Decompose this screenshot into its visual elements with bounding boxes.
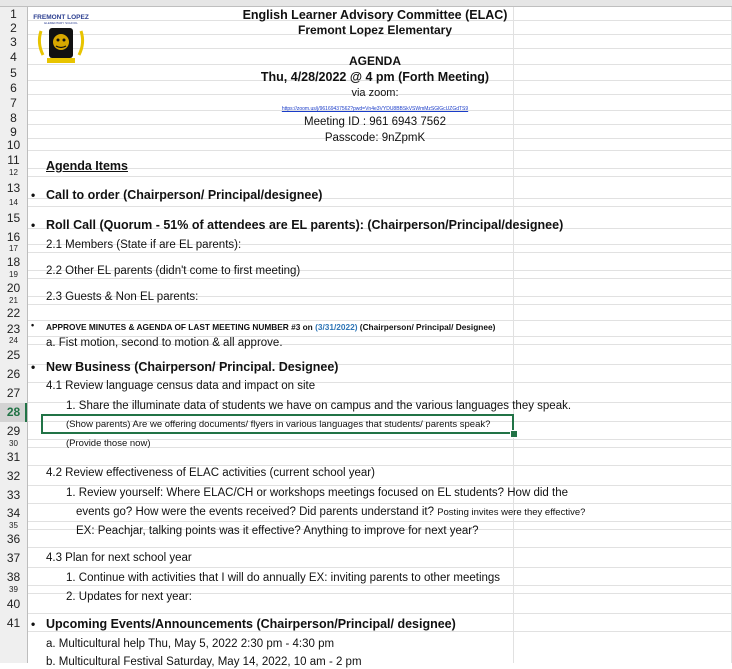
row-number[interactable]: 35 <box>9 521 18 530</box>
row-number[interactable]: 21 <box>9 296 18 305</box>
meeting-id: Meeting ID : 961 6943 7562 <box>304 116 446 128</box>
row-number[interactable]: 2 <box>10 21 17 35</box>
row-number[interactable]: 14 <box>9 198 18 207</box>
school-logo <box>33 13 89 67</box>
bullet-icon: • <box>31 320 35 330</box>
item-show-parents[interactable]: (Show parents) Are we offering documents/ flyers in various languages that students/ parents speak? <box>66 419 491 430</box>
meeting-date: Thu, 4/28/2022 @ 4 pm (Forth Meeting) <box>260 70 490 84</box>
item-review-yourself: 1. Review yourself: Where ELAC/CH or workshops meetings focused on EL students? How did the <box>66 487 568 499</box>
row-gridline <box>28 150 732 151</box>
row-gridline <box>28 567 732 568</box>
item-members: 2.1 Members (State if are EL parents): <box>46 239 242 251</box>
via-zoom-label: via zoom: <box>351 87 399 99</box>
zoom-link[interactable]: https://zoom.us/j/96169437562?pwd=Vn4e3VYDU8BBSkVSWmMzSGlGcUZGdTS9 <box>281 106 469 112</box>
bullet-icon: • <box>31 188 36 202</box>
row-number[interactable]: 20 <box>6 281 21 295</box>
row-number[interactable]: 33 <box>6 488 21 502</box>
approve-minutes-date: (3/31/2022) <box>315 322 358 332</box>
row-number[interactable]: 27 <box>6 386 21 400</box>
row-number[interactable]: 26 <box>6 367 21 381</box>
events-go-text: events go? How were the events received? Did parents understand it? <box>76 506 438 518</box>
row-number[interactable]: 28 <box>6 405 21 419</box>
row-number[interactable]: 5 <box>10 66 17 80</box>
item-events-go <box>76 505 585 520</box>
row-number[interactable]: 34 <box>6 506 21 520</box>
bullet-icon: • <box>31 218 36 232</box>
item-continue-activities: 1. Continue with activities that I will do annually EX: inviting parents to other meetings <box>66 572 501 584</box>
logo-subtitle: ELEMENTARY SCHOOL <box>44 21 78 25</box>
item-guests: 2.3 Guests & Non EL parents: <box>46 291 199 303</box>
item-multicultural-festival: b. Multicultural Festival Saturday, May 14, 2022, 10 am - 2 pm <box>46 656 362 668</box>
row-gridline <box>28 176 732 177</box>
bullet-icon: • <box>31 360 36 374</box>
row-number[interactable]: 12 <box>9 168 18 177</box>
passcode: Passcode: 9nZpmK <box>324 132 426 144</box>
row-number[interactable]: 17 <box>9 244 18 253</box>
item-call-to-order: Call to order (Chairperson/ Principal/designee) <box>46 188 323 202</box>
row-number[interactable]: 39 <box>9 585 18 594</box>
row-gridline <box>28 547 732 548</box>
item-approve-minutes <box>46 320 495 334</box>
item-share-data: 1. Share the illuminate data of students we have on campus and the various languages they speak. <box>66 400 572 412</box>
row-number[interactable]: 32 <box>6 469 21 483</box>
committee-title: English Learner Advisory Committee (ELAC) <box>242 8 508 22</box>
row-number[interactable]: 3 <box>10 35 17 49</box>
posting-invites-text: Posting invites were they effective? <box>437 507 586 518</box>
row-number[interactable]: 24 <box>9 336 18 345</box>
agenda-items-heading: Agenda Items <box>46 159 128 173</box>
row-number[interactable]: 15 <box>6 211 21 225</box>
row-number[interactable]: 9 <box>10 125 17 139</box>
row-number[interactable]: 7 <box>10 96 17 110</box>
item-upcoming-events: Upcoming Events/Announcements (Chairperson/Principal/ designee) <box>46 617 456 631</box>
logo-name: FREMONT LOPEZ <box>33 14 89 21</box>
row-gridline <box>28 206 732 207</box>
approve-minutes-text: APPROVE MINUTES & AGENDA OF LAST MEETING NUMBER #3 on <box>46 322 316 332</box>
row-gridline <box>28 304 732 305</box>
row-number[interactable]: 29 <box>6 424 21 438</box>
row-number[interactable]: 18 <box>6 255 21 269</box>
item-multicultural-help: a. Multicultural help Thu, May 5, 2022 2:30 pm - 4:30 pm <box>46 638 335 650</box>
row-gridline <box>28 278 732 279</box>
row-number[interactable]: 41 <box>6 616 21 630</box>
row-number[interactable]: 8 <box>10 111 17 125</box>
row-number[interactable]: 4 <box>10 50 17 64</box>
fill-handle[interactable] <box>510 430 518 438</box>
row-gridline <box>28 252 732 253</box>
row-gridline <box>28 521 732 522</box>
row-number[interactable]: 13 <box>6 181 21 195</box>
item-updates: 2. Updates for next year: <box>66 591 192 603</box>
row-number[interactable]: 38 <box>6 570 21 584</box>
row-number[interactable]: 37 <box>6 551 21 565</box>
item-review-effectiveness: 4.2 Review effectiveness of ELAC activities (current school year) <box>46 467 375 479</box>
school-logo-graphic <box>33 13 89 67</box>
row-number[interactable]: 11 <box>7 153 20 167</box>
approve-minutes-roles: (Chairperson/ Principal/ Designee) <box>357 322 496 332</box>
row-number[interactable]: 6 <box>10 81 17 95</box>
row-number[interactable]: 10 <box>6 138 21 152</box>
row-number[interactable]: 36 <box>6 532 21 546</box>
bullet-icon: • <box>31 617 36 631</box>
row-number[interactable]: 19 <box>9 270 18 279</box>
row-number[interactable]: 23 <box>6 322 21 336</box>
item-review-census: 4.1 Review language census data and impact on site <box>46 380 316 392</box>
row-number[interactable]: 25 <box>6 348 21 362</box>
row-number[interactable]: 30 <box>9 439 18 448</box>
item-motion: a. Fist motion, second to motion & all approve. <box>46 337 283 349</box>
row-gridline <box>28 503 732 504</box>
row-number[interactable]: 16 <box>6 230 21 244</box>
row-gridline <box>28 585 732 586</box>
row-number[interactable]: 1 <box>10 7 17 21</box>
row-number[interactable]: 22 <box>6 306 21 320</box>
item-plan-next-year: 4.3 Plan for next school year <box>46 552 192 564</box>
row-number[interactable]: 40 <box>6 597 21 611</box>
row-number[interactable]: 31 <box>6 450 21 464</box>
school-name: Fremont Lopez Elementary <box>297 23 453 37</box>
item-peachjar: EX: Peachjar, talking points was it effective? Anything to improve for next year? <box>76 525 479 537</box>
item-new-business: New Business (Chairperson/ Principal. Designee) <box>46 360 339 374</box>
row-gridline <box>28 613 732 614</box>
item-roll-call: Roll Call (Quorum - 51% of attendees are EL parents): (Chairperson/Principal/designee) <box>46 218 564 232</box>
row-gridline <box>28 48 732 49</box>
item-provide-now: (Provide those now) <box>66 438 151 449</box>
column-header-bar <box>0 0 732 7</box>
item-other-parents: 2.2 Other EL parents (didn't come to first meeting) <box>46 265 301 277</box>
agenda-title: AGENDA <box>348 54 401 68</box>
row-gridline <box>28 168 732 169</box>
row-gridline <box>28 631 732 632</box>
